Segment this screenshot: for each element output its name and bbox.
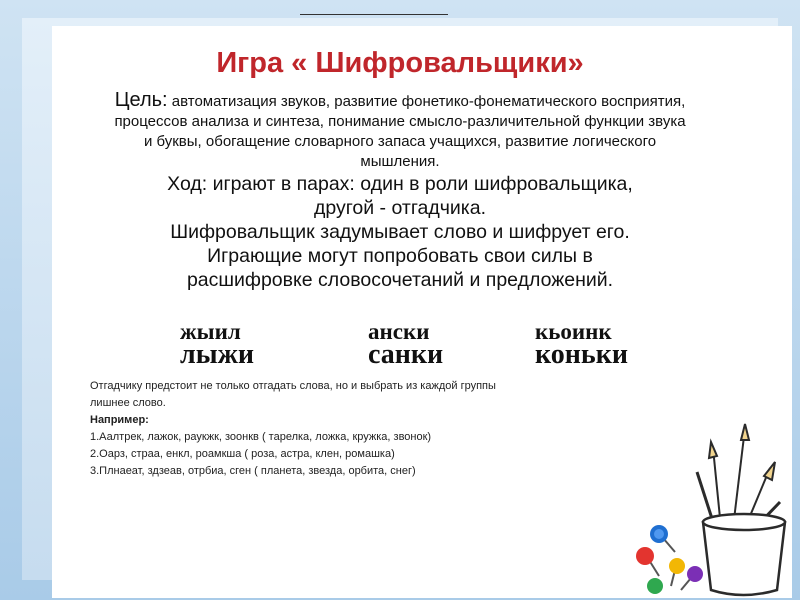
examples-label: Например:	[90, 414, 149, 426]
pencils-icon	[697, 424, 780, 528]
move-line-2: другой - отгадчика.	[313, 197, 487, 219]
slide-title: Игра « Шифровальщики»	[216, 47, 584, 79]
word-pair-3	[535, 319, 628, 370]
goal-paragraph	[110, 90, 690, 172]
example-line-2: 2.Оарз, страа, енкл, роамкша ( роза, астра, клен, ромашка)	[90, 448, 395, 460]
decoded-word: санки	[368, 339, 444, 370]
top-divider	[300, 14, 448, 15]
pushpins-icon	[636, 525, 703, 594]
move-line-1: Ход: играют в парах: один в роли шифровальщика,	[167, 173, 633, 195]
goal-label: Цель:	[114, 89, 168, 111]
move-line-5: расшифровке словосочетаний и предложений.	[186, 269, 614, 291]
move-paragraph	[95, 172, 705, 292]
encoded-word: ански	[368, 319, 430, 344]
move-line-3: Шифровальщик задумывает слово и шифрует его.	[170, 221, 630, 243]
goal-text: автоматизация звуков, развитие фонетико-фонематического восприятия, процессов анализа и синтеза, понимание смысло-различительной функции звука и буквы, обогащение словарного запаса учащихся, развитие логического мышления.	[114, 93, 686, 170]
pencil-cup-illustration	[625, 410, 795, 600]
encoded-word: жыил	[180, 319, 241, 344]
examples-intro: Отгадчику предстоит не только отгадать слова, но и выбрать из каждой группы лишнее слово.	[90, 380, 496, 409]
examples-block	[90, 378, 530, 480]
decoded-word: лыжи	[180, 339, 255, 370]
word-pair-2	[368, 319, 444, 370]
decoded-word: коньки	[535, 339, 628, 370]
encoded-word: кьоинк	[535, 319, 612, 344]
word-pair-1	[180, 319, 255, 370]
example-line-1: 1.Аалтрек, лажок, раукжк, зоонкв ( тарелка, ложка, кружка, звонок)	[90, 431, 432, 443]
move-line-4: Играющие могут попробовать свои силы в	[207, 245, 593, 267]
example-line-3: 3.Плнаеат, здзеав, отрбиа, сген ( планета, звезда, орбита, снег)	[90, 465, 416, 477]
